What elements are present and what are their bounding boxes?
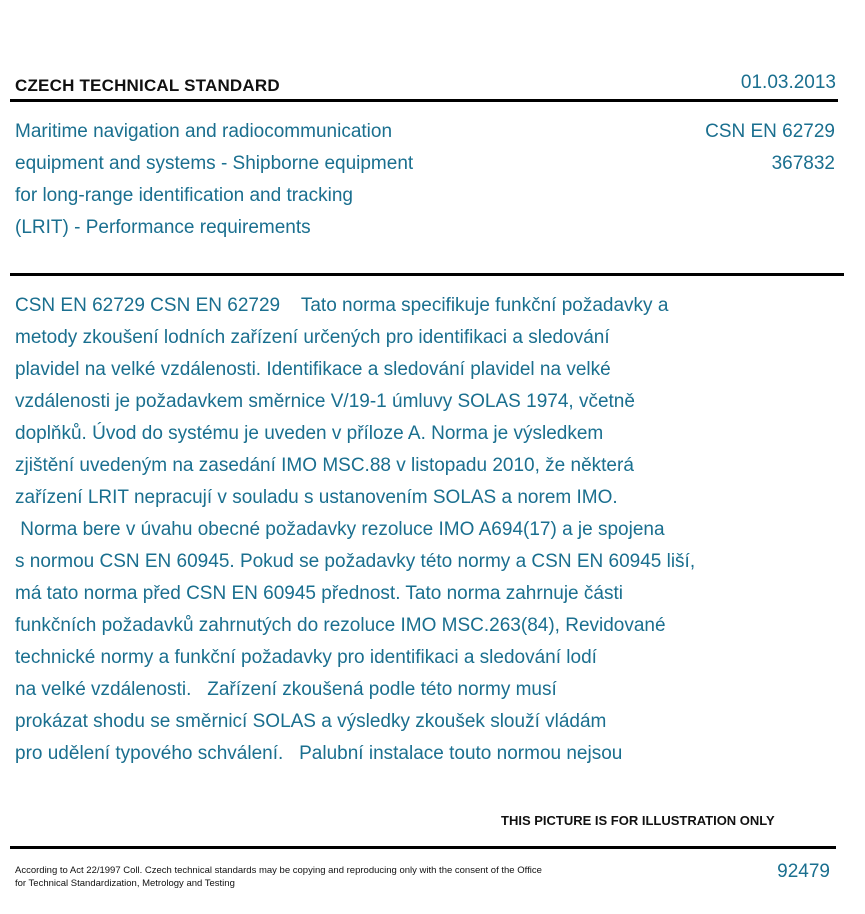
- body-line: funkčních požadavků zahrnutých do rezoluce IMO MSC.263(84), Revidované: [15, 615, 666, 636]
- footer-divider: [10, 846, 836, 849]
- header-divider: [10, 99, 838, 102]
- title-line: for long-range identification and tracking: [15, 185, 353, 206]
- standard-number: CSN EN 62729: [705, 121, 835, 142]
- title-line: (LRIT) - Performance requirements: [15, 217, 311, 238]
- standard-title: [15, 116, 535, 244]
- body-line: Norma bere v úvahu obecné požadavky rezoluce IMO A694(17) a je spojena: [15, 519, 665, 540]
- body-line: CSN EN 62729 CSN EN 62729 Tato norma specifikuje funkční požadavky a: [15, 295, 669, 316]
- document-id: 92479: [777, 861, 830, 882]
- title-line: Maritime navigation and radiocommunication: [15, 121, 393, 142]
- body-line: vzdálenosti je požadavkem směrnice V/19-1 úmluvy SOLAS 1974, včetně: [15, 391, 635, 412]
- body-line: prokázat shodu se směrnicí SOLAS a výsledky zkoušek slouží vládám: [15, 711, 607, 732]
- body-line: má tato norma před CSN EN 60945 přednost. Tato norma zahrnuje části: [15, 583, 623, 604]
- title-line: equipment and systems - Shipborne equipment: [15, 153, 414, 174]
- body-line: plavidel na velké vzdálenosti. Identifikace a sledování plavidel na velké: [15, 359, 611, 380]
- copyright-notice: [15, 864, 615, 890]
- classification-number: 367832: [771, 153, 835, 174]
- title-divider: [10, 273, 844, 276]
- body-line: zjištění uvedeným na zasedání IMO MSC.88 v listopadu 2010, že některá: [15, 455, 634, 476]
- copyright-line: According to Act 22/1997 Coll. Czech technical standards may be copying and reproducing only with the consent of the Office: [15, 865, 542, 876]
- body-line: zařízení LRIT nepracují v souladu s ustanovením SOLAS a norem IMO.: [15, 487, 618, 508]
- body-line: pro udělení typového schválení. Palubní instalace touto normou nejsou: [15, 743, 623, 764]
- abstract-text: [15, 290, 815, 770]
- body-line: na velké vzdálenosti. Zařízení zkoušená podle této normy musí: [15, 679, 557, 700]
- publication-date: 01.03.2013: [740, 72, 836, 93]
- copyright-line: for Technical Standardization, Metrology and Testing: [15, 878, 235, 889]
- standard-codes: [705, 116, 835, 180]
- body-line: doplňků. Úvod do systému je uveden v příloze A. Norma je výsledkem: [15, 423, 604, 444]
- document-type-label: CZECH TECHNICAL STANDARD: [15, 76, 280, 95]
- body-line: s normou CSN EN 60945. Pokud se požadavky této normy a CSN EN 60945 liší,: [15, 551, 696, 572]
- body-line: technické normy a funkční požadavky pro identifikaci a sledování lodí: [15, 647, 597, 668]
- illustration-notice: THIS PICTURE IS FOR ILLUSTRATION ONLY: [501, 813, 775, 828]
- body-line: metody zkoušení lodních zařízení určených pro identifikaci a sledování: [15, 327, 610, 348]
